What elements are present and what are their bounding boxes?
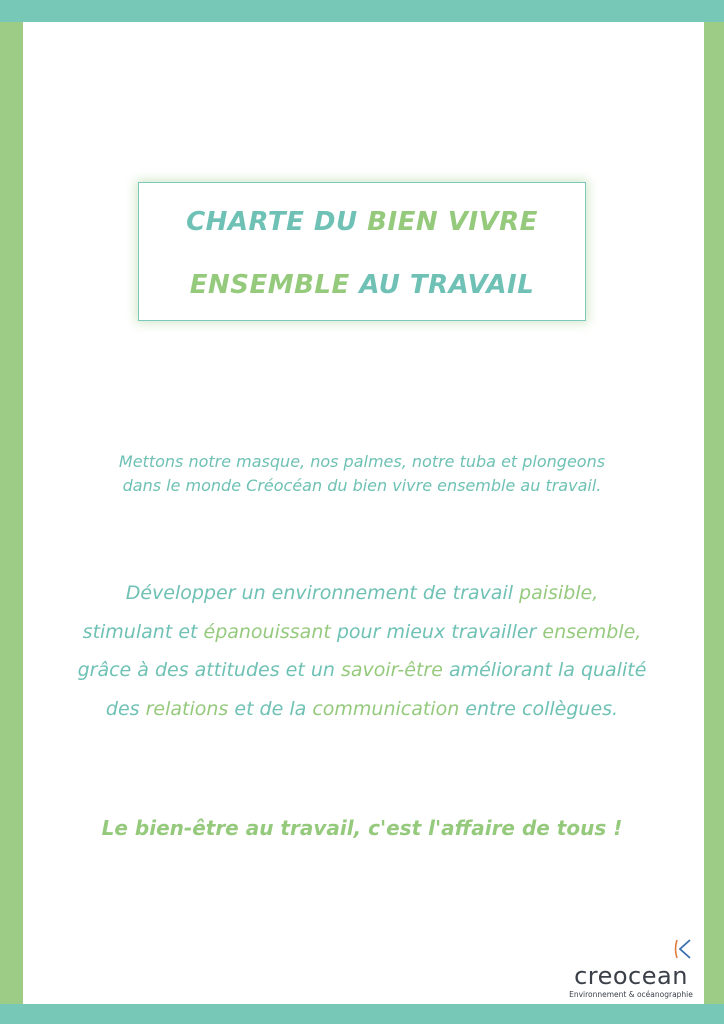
creocean-mark-icon	[672, 938, 694, 960]
intro-paragraph	[60, 450, 664, 498]
mission-text: et	[178, 620, 204, 643]
mission-line-4	[50, 690, 674, 729]
intro-line: dans le monde Créocéan du bien vivre ensemble au travail.	[122, 476, 602, 495]
right-frame-bar	[704, 22, 724, 1004]
title-segment: AU TRAVAIL	[359, 270, 535, 300]
mission-text: des	[105, 697, 146, 720]
logo-subtitle: Environnement & océanographie	[569, 990, 693, 999]
mission-text: environnement de travail	[271, 582, 520, 604]
mission-highlight: ensemble,	[542, 620, 642, 643]
left-frame-bar	[0, 22, 23, 1004]
mission-text: entre collègues.	[465, 697, 619, 720]
mission-text: Développer un	[125, 582, 272, 604]
mission-text: améliorant la qualité	[448, 659, 647, 681]
mission-text: stimulant	[82, 620, 179, 643]
mission-highlight: communication	[312, 697, 466, 720]
mission-text: pour mieux travailler	[336, 620, 543, 643]
mission-text: et de la	[234, 697, 313, 720]
title-line-2	[139, 270, 585, 300]
mission-highlight: savoir-être	[340, 659, 449, 681]
mission-line-2	[50, 613, 674, 652]
creocean-logo	[566, 938, 696, 1002]
title-segment: ENSEMBLE	[189, 270, 360, 300]
mission-text: grâce à des attitudes et un	[77, 659, 341, 681]
title-segment: BIEN VIVRE	[367, 207, 538, 237]
top-frame-bar	[0, 0, 724, 22]
mission-highlight: épanouissant	[203, 620, 337, 643]
intro-line: Mettons notre masque, nos palmes, notre tuba et plongeons	[118, 452, 606, 471]
mission-highlight: paisible,	[519, 582, 599, 604]
mission-highlight: relations	[145, 697, 235, 720]
title-segment: CHARTE DU	[186, 207, 368, 237]
mission-line-3	[50, 651, 674, 690]
mission-paragraph	[50, 574, 674, 728]
title-line-1	[139, 207, 585, 237]
mission-line-1	[50, 574, 674, 613]
bottom-frame-bar	[0, 1004, 724, 1024]
logo-wordmark: creocean	[574, 962, 688, 990]
title-box	[138, 182, 586, 321]
tagline: Le bien-être au travail, c'est l'affaire de tous !	[101, 816, 623, 840]
